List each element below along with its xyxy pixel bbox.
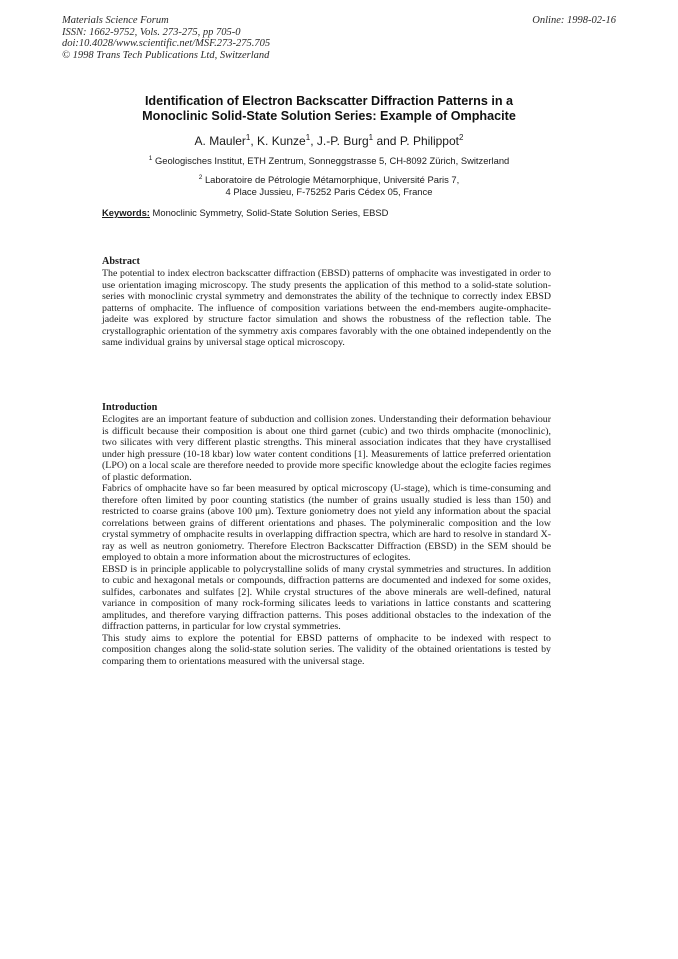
author-name: K. Kunze xyxy=(257,134,306,148)
copyright-line: © 1998 Trans Tech Publications Ltd, Switzerland xyxy=(62,49,270,61)
paragraph: EBSD is in principle applicable to polycrystalline solids of many crystal symmetries and structures. In addition to cubic and hexagonal metals or compounds, diffraction patterns are documented and indexed for some oxides, sulfides, carbonates and sulfates [2]. While crystal structures of the above minerals are well-defined, natural variance in composition of many rock-forming silicates leeds to variations in lattice constants and scattering amplitudes, and therefore varying diffraction patterns. This poses additional obstacles to the indexation of the diffraction patterns, in particular for low crystal symmetries. xyxy=(102,563,551,632)
paragraph: This study aims to explore the potential for EBSD patterns of omphacite to be indexed with respect to composition changes along the solid-state solution series. The validity of the obtained orientations is tested by comparing them to orientations measured with the universal stage. xyxy=(102,632,551,667)
affiliation-text-line-2: 4 Place Jussieu, F-75252 Paris Cédex 05, France xyxy=(225,186,433,198)
author-separator: , xyxy=(250,134,258,148)
keywords xyxy=(102,207,556,219)
paper-title xyxy=(102,94,556,124)
paragraph: Eclogites are an important feature of subduction and collision zones. Understanding their deformation behaviour is difficult because their composition is about one third garnet (cubic) and two thirds omphacite (monoclinic), two silicates with very different plastic strengths. This mineral association indicates that they have crystallised under high pressure (10-18 kbar) low water content conditions [1]. Measurements of lattice preferred orientation (LPO) on a local scale are therefore needed to provide more specific knowledge about the eclogite facies regimes of plastic deformation. xyxy=(102,414,551,483)
author-list xyxy=(102,131,556,148)
journal-name: Materials Science Forum xyxy=(62,15,169,26)
title-line-1: Identification of Electron Backscatter Diffraction Patterns in a xyxy=(144,94,514,108)
abstract-text: The potential to index electron backscatter diffraction (EBSD) patterns of omphacite was investigated in order to use orientation imaging microscopy. The study presents the application of this method to a solid-state solution-series with monoclinic crystal symmetry and demonstrates the ability of the technique to correctly index EBSD patterns of omphacite. The influence of composition variations between the end-members augite-omphacite-jadeite was explored by structure factor simulation and shows the robustness of the reflection table. The crystallographic orientation of the symmetry axis compares favorably with the one obtained independently on the same individual grains by universal stage optical microscopy. xyxy=(102,268,551,348)
title-line-2: Monoclinic Solid-State Solution Series: Example of Omphacite xyxy=(142,109,516,123)
introduction-section xyxy=(102,402,551,667)
doi-line: doi:10.4028/www.scientific.net/MSF.273-275.705 xyxy=(62,38,271,49)
author-affiliation-mark: 1 xyxy=(305,133,311,142)
author-affiliation-mark: 1 xyxy=(368,133,374,142)
running-header xyxy=(62,15,362,61)
author-name: P. Philippot xyxy=(399,134,459,148)
affiliation-mark: 1 xyxy=(148,155,153,162)
author-name: J.-P. Burg xyxy=(316,134,369,148)
author-name: A. Mauler xyxy=(194,134,246,148)
affiliation-1 xyxy=(102,153,556,167)
author-and: and xyxy=(373,134,400,148)
online-date: Online: 1998-02-16 xyxy=(532,15,616,26)
affiliation-text: Geologisches Institut, ETH Zentrum, Sonneggstrasse 5, CH-8092 Zürich, Switzerland xyxy=(154,155,510,167)
abstract-section xyxy=(102,256,551,349)
issn-line: ISSN: 1662-9752, Vols. 273-275, pp 705-0 xyxy=(62,26,241,38)
author-affiliation-mark: 1 xyxy=(245,133,251,142)
paragraph: Fabrics of omphacite have so far been measured by optical microscopy (U-stage), which is time-consuming and therefore often limited by poor counting statistics (the number of grains usually studied is less than 150) and restricted to coarse grains (above 100 μm). Texture goniometry does not yield any information about the spacial correlations between grains of different orientations and phases. The polymineralic composition and the low crystal symmetry of omphacite results in overlapping diffraction spectra, which are hard to resolve in standard X-ray as well as neutron goniometry. Therefore Electron Backscatter Diffraction (EBSD) in the SEM should be employed to obtain a more information about the microstructures of eclogites. xyxy=(102,483,551,563)
affiliation-mark: 2 xyxy=(198,174,203,181)
affiliation-text: Laboratoire de Pétrologie Métamorphique, Université Paris 7, xyxy=(204,174,460,186)
author-affiliation-mark: 2 xyxy=(458,133,464,142)
keywords-label: Keywords: xyxy=(102,207,150,218)
affiliation-2 xyxy=(102,172,556,198)
abstract-heading: Abstract xyxy=(102,256,140,267)
keywords-text: Monoclinic Symmetry, Solid-State Solution Series, EBSD xyxy=(152,207,389,218)
author-separator: , xyxy=(310,134,317,148)
introduction-heading: Introduction xyxy=(102,402,158,413)
